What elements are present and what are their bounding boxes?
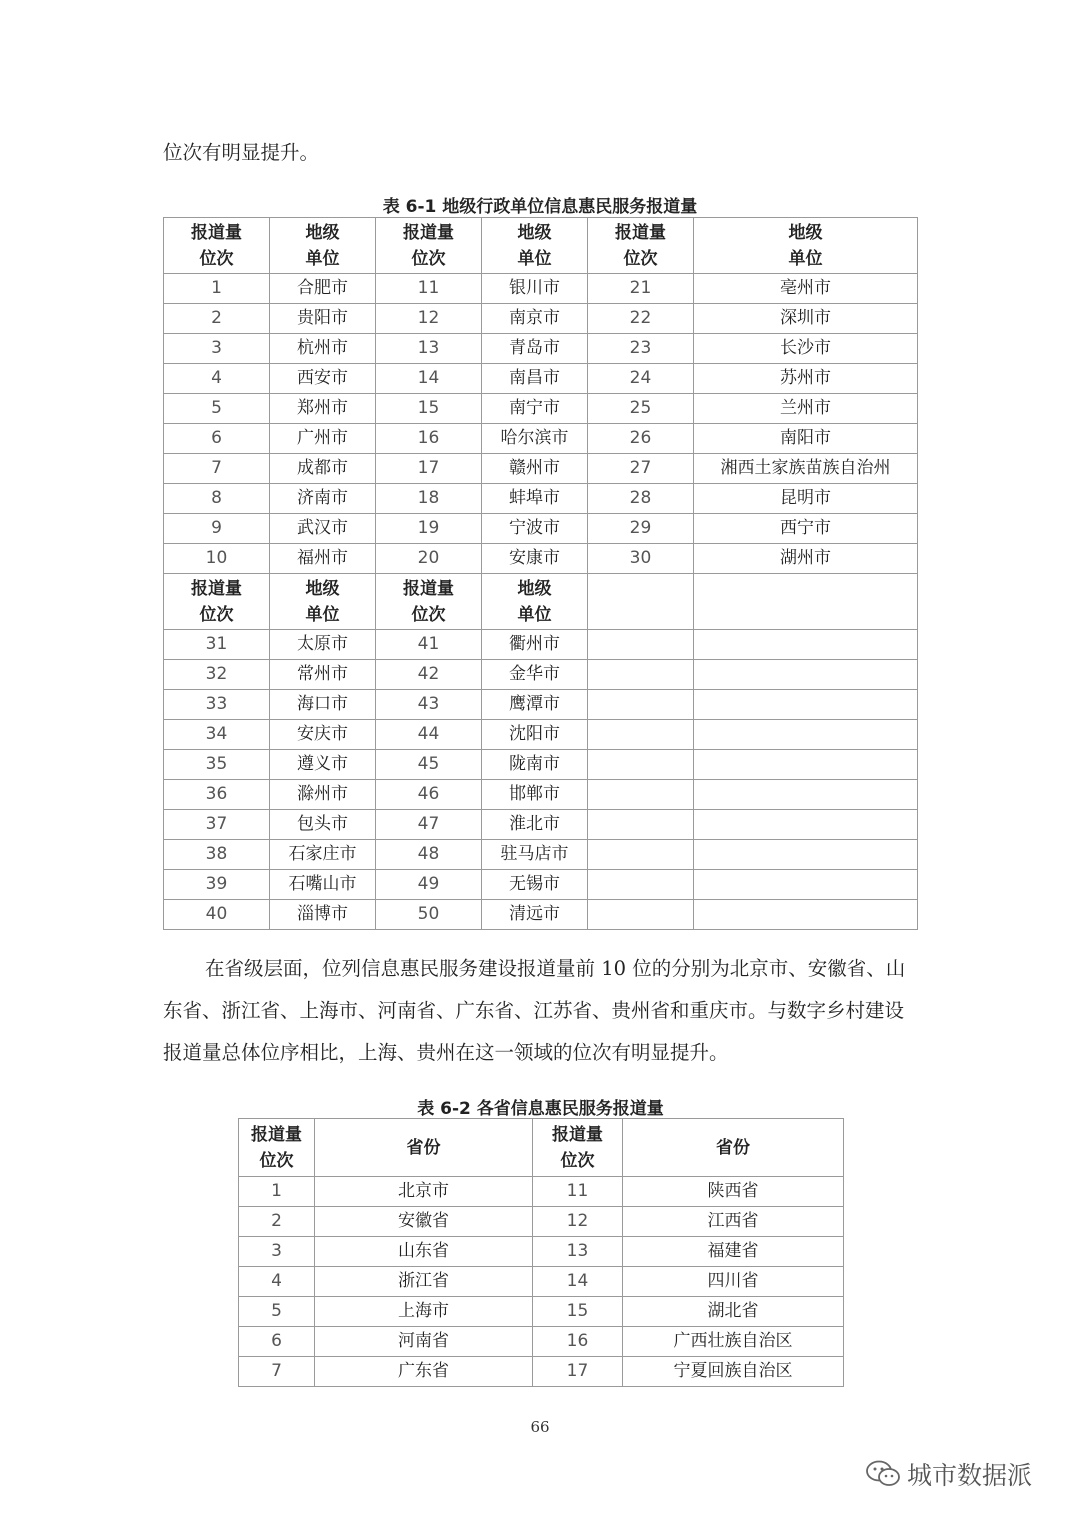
unit-cell: 银川市 [482,274,588,304]
table-row [164,630,918,660]
rank-cell: 18 [376,484,482,514]
table1-prefecture-reports [163,217,918,930]
rank-cell: 2 [164,304,270,334]
unit-cell: 安庆市 [270,720,376,750]
empty-cell [588,660,694,690]
empty-cell [694,690,918,720]
province-cell: 安徽省 [315,1207,533,1237]
table-row [164,750,918,780]
rank-cell: 46 [376,780,482,810]
unit-cell: 沈阳市 [482,720,588,750]
rank-header [533,1119,623,1177]
unit-cell: 滁州市 [270,780,376,810]
unit-cell: 海口市 [270,690,376,720]
table1-body [164,218,918,930]
rank-cell: 36 [164,780,270,810]
empty-cell [694,810,918,840]
rank-cell: 24 [588,364,694,394]
rank-cell: 12 [533,1207,623,1237]
rank-header-line1: 报道量 [615,222,666,243]
table1-header-row-2 [164,574,918,630]
unit-cell: 福州市 [270,544,376,574]
province-cell: 江西省 [623,1207,844,1237]
unit-cell: 西安市 [270,364,376,394]
rank-cell: 14 [376,364,482,394]
empty-cell [694,840,918,870]
empty-cell [588,690,694,720]
rank-header-line2: 位次 [199,604,234,625]
rank-cell: 28 [588,484,694,514]
empty-cell [694,780,918,810]
rank-cell: 20 [376,544,482,574]
unit-cell: 无锡市 [482,870,588,900]
table2-header-row [239,1119,844,1177]
rank-cell: 19 [376,514,482,544]
table-row [164,870,918,900]
rank-cell: 29 [588,514,694,544]
table1-header-row [164,218,918,274]
rank-cell: 8 [164,484,270,514]
rank-cell: 34 [164,720,270,750]
unit-header-line2: 单位 [305,248,340,269]
rank-header [376,574,482,630]
watermark-text: 城市数据派 [907,1461,1033,1490]
unit-cell: 常州市 [270,660,376,690]
table-row [239,1297,844,1327]
rank-header-line2: 位次 [623,248,658,269]
rank-cell: 21 [588,274,694,304]
table-row [164,484,918,514]
unit-cell: 亳州市 [694,274,918,304]
empty-cell [588,780,694,810]
province-cell: 山东省 [315,1237,533,1267]
unit-cell: 合肥市 [270,274,376,304]
table-row [164,780,918,810]
rank-cell: 17 [533,1357,623,1387]
table-row [164,690,918,720]
unit-cell: 包头市 [270,810,376,840]
unit-cell: 长沙市 [694,334,918,364]
rank-header-line1: 报道量 [191,222,242,243]
unit-cell: 南京市 [482,304,588,334]
rank-cell: 10 [164,544,270,574]
empty-cell [694,660,918,690]
unit-cell: 哈尔滨市 [482,424,588,454]
rank-cell: 12 [376,304,482,334]
rank-cell: 31 [164,630,270,660]
empty-cell [694,720,918,750]
table2-body [239,1119,844,1387]
province-header-line1: 省份 [716,1137,750,1158]
rank-header-line2: 位次 [199,248,234,269]
unit-cell: 深圳市 [694,304,918,334]
rank-cell: 37 [164,810,270,840]
unit-cell: 清远市 [482,900,588,930]
unit-cell: 兰州市 [694,394,918,424]
empty-cell [588,840,694,870]
rank-cell: 44 [376,720,482,750]
table-row [239,1177,844,1207]
table-row [164,424,918,454]
unit-cell: 昆明市 [694,484,918,514]
table-row [239,1237,844,1267]
unit-cell: 鹰潭市 [482,690,588,720]
table-row [164,840,918,870]
unit-header [482,574,588,630]
rank-cell: 15 [376,394,482,424]
table2-caption: 表 6-2 各省信息惠民服务报道量 [417,1099,664,1119]
table-row [164,304,918,334]
watermark [865,1456,1032,1492]
table-row [164,364,918,394]
rank-header-line2: 位次 [259,1150,294,1171]
province-header [623,1119,844,1177]
table-row [164,454,918,484]
province-cell: 浙江省 [315,1267,533,1297]
unit-cell: 赣州市 [482,454,588,484]
rank-cell: 30 [588,544,694,574]
unit-header-line1: 地级 [305,222,340,243]
rank-cell: 33 [164,690,270,720]
unit-cell: 驻马店市 [482,840,588,870]
rank-header-line2: 位次 [411,604,446,625]
unit-cell: 石家庄市 [270,840,376,870]
rank-cell: 47 [376,810,482,840]
unit-header [482,218,588,274]
province-header-line1: 省份 [406,1137,441,1158]
rank-header [588,218,694,274]
province-cell: 陕西省 [623,1177,844,1207]
rank-cell: 6 [164,424,270,454]
empty-cell [588,900,694,930]
rank-cell: 32 [164,660,270,690]
rank-cell: 42 [376,660,482,690]
rank-cell: 43 [376,690,482,720]
rank-cell: 7 [164,454,270,484]
unit-cell: 西宁市 [694,514,918,544]
rank-header-line2: 位次 [560,1150,595,1171]
unit-cell: 贵阳市 [270,304,376,334]
rank-cell: 49 [376,870,482,900]
rank-cell: 26 [588,424,694,454]
rank-cell: 16 [376,424,482,454]
empty-cell [694,630,918,660]
province-cell: 福建省 [623,1237,844,1267]
unit-cell: 青岛市 [482,334,588,364]
rank-cell: 38 [164,840,270,870]
unit-cell: 太原市 [270,630,376,660]
rank-cell: 2 [239,1207,315,1237]
unit-cell: 济南市 [270,484,376,514]
unit-header-line1: 地级 [517,222,552,243]
table-row [164,334,918,364]
unit-cell: 淄博市 [270,900,376,930]
table-row [164,544,918,574]
rank-cell: 27 [588,454,694,484]
rank-cell: 16 [533,1327,623,1357]
rank-cell: 1 [164,274,270,304]
rank-cell: 3 [239,1237,315,1267]
table-row [164,900,918,930]
unit-cell: 南宁市 [482,394,588,424]
table-row [239,1327,844,1357]
unit-cell: 宁波市 [482,514,588,544]
unit-cell: 石嘴山市 [270,870,376,900]
rank-cell: 5 [239,1297,315,1327]
unit-cell: 南昌市 [482,364,588,394]
unit-cell: 湘西土家族苗族自治州 [694,454,918,484]
empty-cell [694,750,918,780]
rank-cell: 45 [376,750,482,780]
rank-cell: 9 [164,514,270,544]
rank-header-line1: 报道量 [403,222,454,243]
unit-cell: 苏州市 [694,364,918,394]
empty-cell [588,870,694,900]
rank-cell: 13 [376,334,482,364]
unit-header-line1: 地级 [517,578,552,599]
unit-cell: 湖州市 [694,544,918,574]
empty-cell [588,630,694,660]
empty-cell [694,870,918,900]
table-row [239,1357,844,1387]
unit-cell: 南阳市 [694,424,918,454]
empty-cell [588,574,694,630]
unit-header-line2: 单位 [305,604,340,625]
unit-header [270,574,376,630]
rank-header-line1: 报道量 [251,1124,302,1145]
unit-cell: 衢州市 [482,630,588,660]
empty-cell [694,900,918,930]
rank-cell: 7 [239,1357,315,1387]
unit-cell: 遵义市 [270,750,376,780]
table-row [164,720,918,750]
table-row [164,274,918,304]
rank-cell: 41 [376,630,482,660]
table-row [164,394,918,424]
rank-header [164,218,270,274]
rank-cell: 25 [588,394,694,424]
unit-cell: 陇南市 [482,750,588,780]
rank-cell: 5 [164,394,270,424]
rank-cell: 23 [588,334,694,364]
rank-cell: 15 [533,1297,623,1327]
rank-header [164,574,270,630]
rank-cell: 6 [239,1327,315,1357]
rank-cell: 22 [588,304,694,334]
paragraph-provincial-text: 在省级层面，位列信息惠民服务建设报道量前 10 位的分别为北京市、安徽省、山东省、浙江省、上海市、河南省、广东省、江苏省、贵州省和重庆市。与数字乡村建设报道量总体位序相比，上海、贵州在这一领域的位次有明显提升。 [163,957,906,1064]
unit-cell: 金华市 [482,660,588,690]
unit-cell: 成都市 [270,454,376,484]
unit-cell: 武汉市 [270,514,376,544]
table2-province-reports [238,1118,844,1387]
province-cell: 湖北省 [623,1297,844,1327]
unit-cell: 淮北市 [482,810,588,840]
unit-header [694,218,918,274]
empty-cell [588,810,694,840]
rank-cell: 3 [164,334,270,364]
rank-header-line1: 报道量 [552,1124,603,1145]
province-cell: 广东省 [315,1357,533,1387]
rank-cell: 35 [164,750,270,780]
table-row [239,1207,844,1237]
province-cell: 宁夏回族自治区 [623,1357,844,1387]
rank-header-line1: 报道量 [403,578,454,599]
unit-cell: 安康市 [482,544,588,574]
empty-cell [694,574,918,630]
rank-header-line1: 报道量 [191,578,242,599]
unit-cell: 蚌埠市 [482,484,588,514]
unit-header-line2: 单位 [517,604,552,625]
rank-cell: 50 [376,900,482,930]
unit-cell: 郑州市 [270,394,376,424]
rank-header [376,218,482,274]
unit-header [270,218,376,274]
rank-cell: 40 [164,900,270,930]
empty-cell [588,720,694,750]
rank-cell: 4 [164,364,270,394]
table-row [164,514,918,544]
table1-caption: 表 6-1 地级行政单位信息惠民服务报道量 [382,197,698,217]
province-cell: 广西壮族自治区 [623,1327,844,1357]
rank-cell: 11 [376,274,482,304]
rank-cell: 1 [239,1177,315,1207]
unit-cell: 杭州市 [270,334,376,364]
rank-cell: 4 [239,1267,315,1297]
rank-cell: 17 [376,454,482,484]
rank-cell: 13 [533,1237,623,1267]
empty-cell [588,750,694,780]
page-number: 66 [530,1418,550,1436]
table-row [239,1267,844,1297]
paragraph-provincial [163,948,923,1074]
unit-header-line1: 地级 [305,578,340,599]
table-row [164,810,918,840]
unit-cell: 邯郸市 [482,780,588,810]
unit-cell: 广州市 [270,424,376,454]
rank-cell: 11 [533,1177,623,1207]
rank-header-line2: 位次 [411,248,446,269]
rank-cell: 39 [164,870,270,900]
unit-header-line2: 单位 [788,248,823,269]
rank-header [239,1119,315,1177]
unit-header-line1: 地级 [788,222,823,243]
table-row [164,660,918,690]
province-cell: 上海市 [315,1297,533,1327]
unit-header-line2: 单位 [517,248,552,269]
province-cell: 四川省 [623,1267,844,1297]
province-header [315,1119,533,1177]
province-cell: 河南省 [315,1327,533,1357]
wechat-icon [865,1459,901,1489]
rank-cell: 48 [376,840,482,870]
paragraph-top: 位次有明显提升。 [163,141,320,164]
rank-cell: 14 [533,1267,623,1297]
province-cell: 北京市 [315,1177,533,1207]
